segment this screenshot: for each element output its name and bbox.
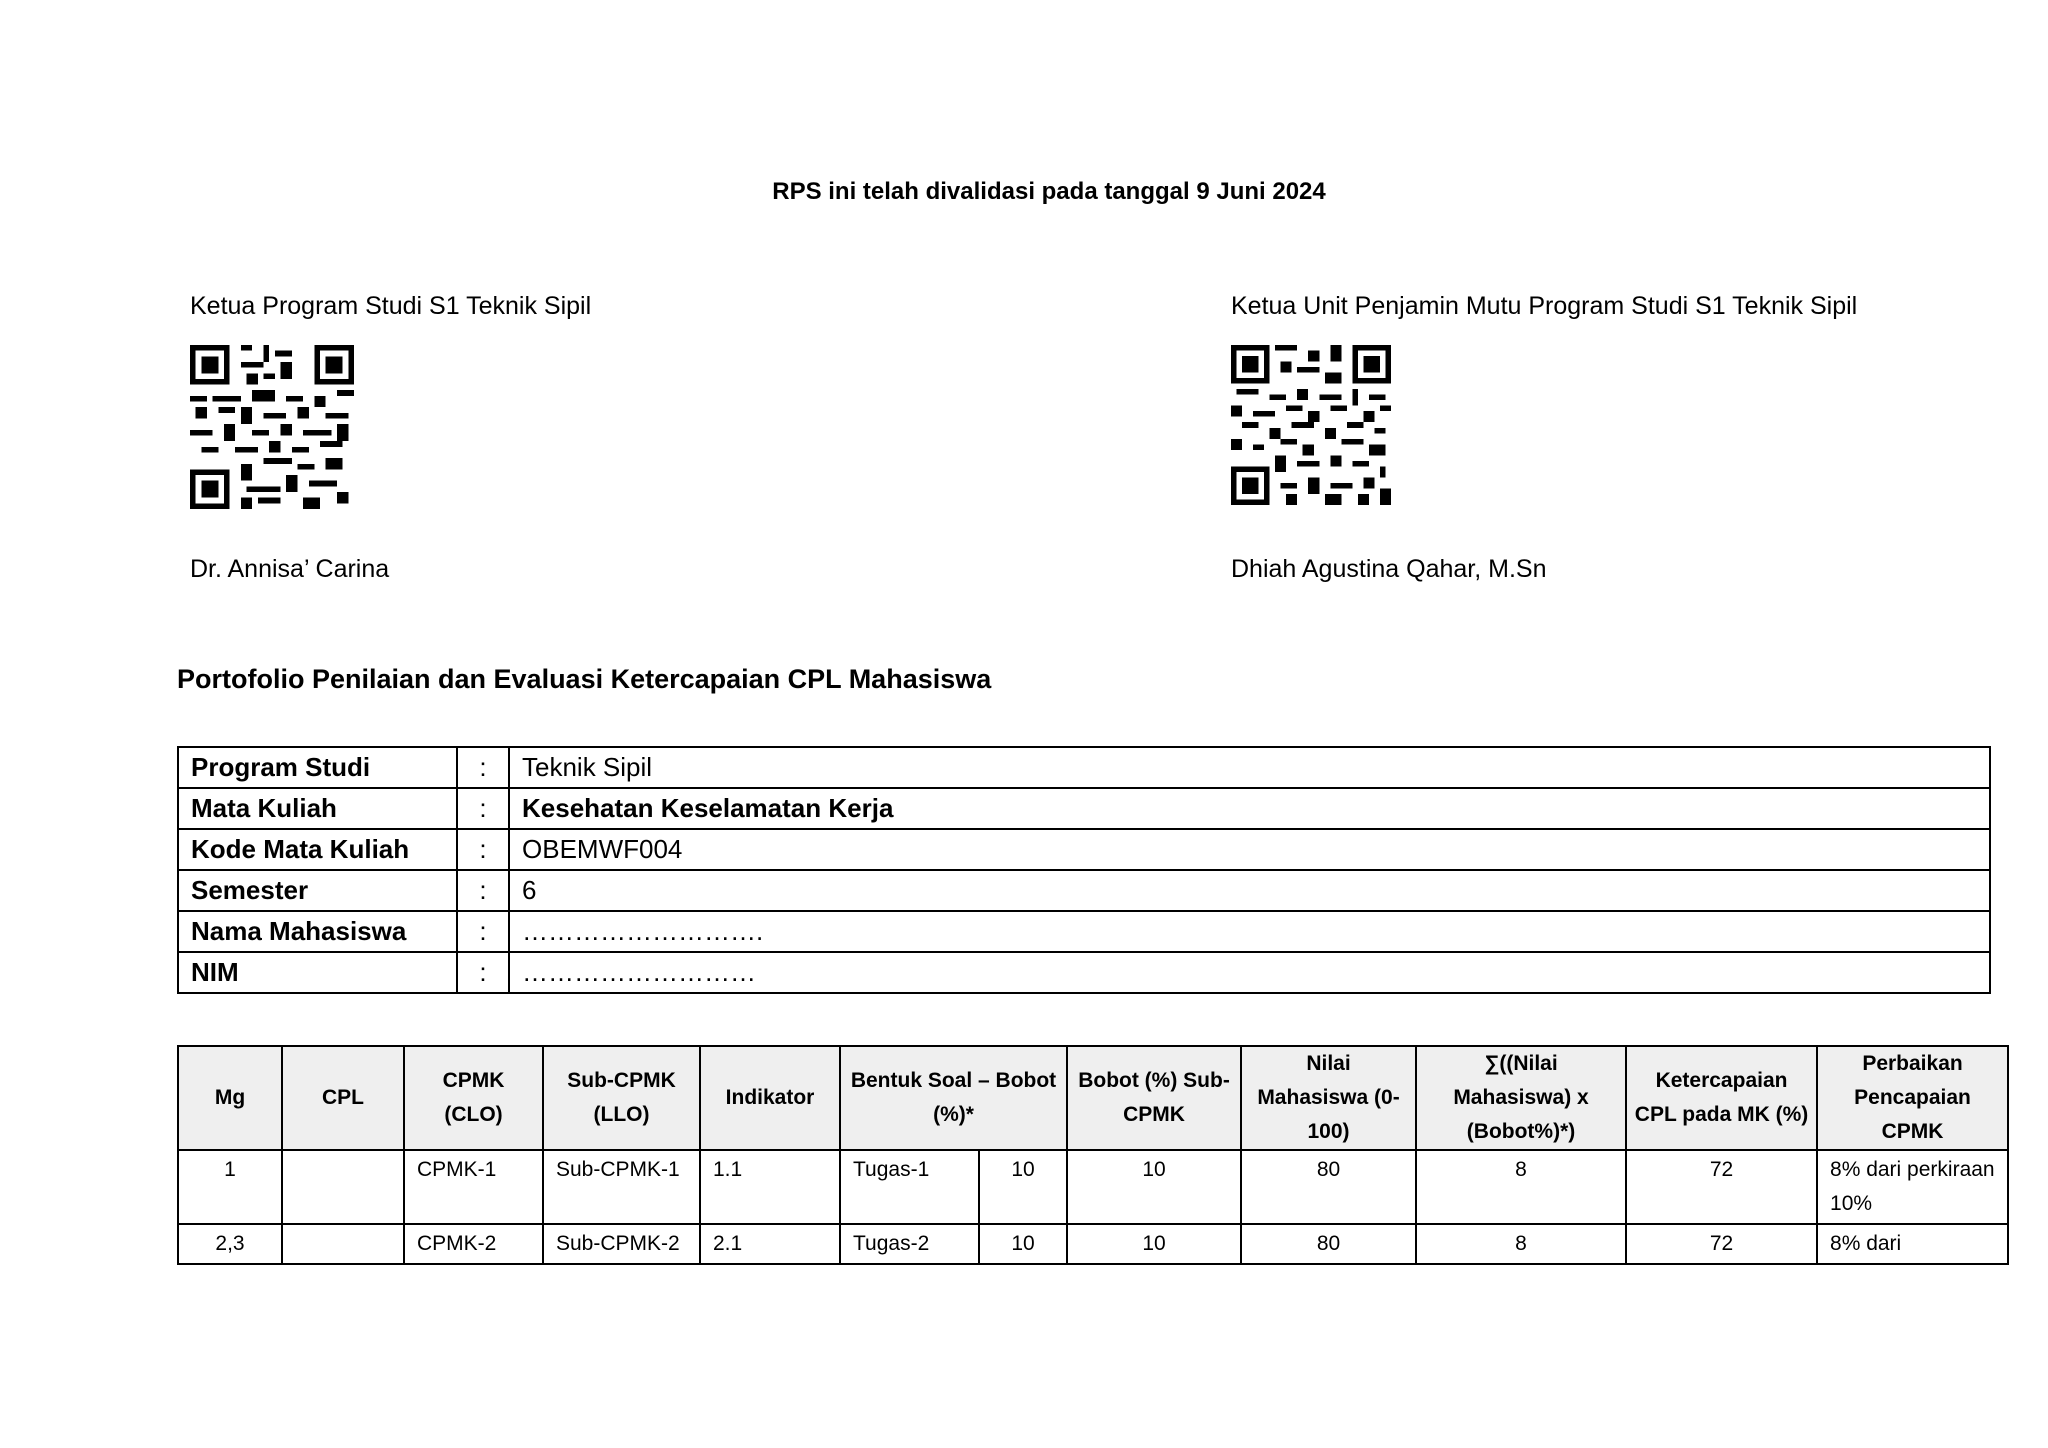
info-row-nim [178, 952, 1990, 993]
cell-mg: 2,3 [178, 1224, 282, 1264]
info-label: NIM [178, 952, 457, 993]
info-label: Mata Kuliah [178, 788, 457, 829]
cell-perbaikan: 8% dari perkiraan 10% [1817, 1150, 2008, 1224]
course-info-table [177, 746, 1991, 994]
table-row [178, 1224, 2008, 1264]
cell-bobot: 10 [1067, 1150, 1241, 1224]
header-indikator: Indikator [700, 1046, 840, 1150]
info-value: Kesehatan Keselamatan Kerja [509, 788, 1990, 829]
evaluation-table [177, 1045, 2009, 1265]
info-row-mata-kuliah [178, 788, 1990, 829]
evaluation-header-row [178, 1046, 2008, 1150]
left-qr-code [190, 345, 354, 509]
info-colon: : [457, 788, 509, 829]
cell-sum: 8 [1416, 1150, 1626, 1224]
info-value: OBEMWF004 [509, 829, 1990, 870]
info-label: Semester [178, 870, 457, 911]
header-mg: Mg [178, 1046, 282, 1150]
cell-cpmk: CPMK-1 [404, 1150, 543, 1224]
header-nilai-mahasiswa: Nilai Mahasiswa (0-100) [1241, 1046, 1416, 1150]
info-label: Program Studi [178, 747, 457, 788]
cell-sub-cpmk: Sub-CPMK-2 [543, 1224, 700, 1264]
cell-indikator: 1.1 [700, 1150, 840, 1224]
info-value: 6 [509, 870, 1990, 911]
info-colon: : [457, 870, 509, 911]
info-row-kode-mata-kuliah [178, 829, 1990, 870]
info-colon: : [457, 911, 509, 952]
table-row [178, 1150, 2008, 1224]
header-bobot-sub-cpmk: Bobot (%) Sub-CPMK [1067, 1046, 1241, 1150]
right-signatory-title: Ketua Unit Penjamin Mutu Program Studi S1 Teknik Sipil [1231, 292, 1858, 320]
cell-bentuk-soal-bobot: 10 [979, 1224, 1067, 1264]
info-colon: : [457, 829, 509, 870]
header-cpmk: CPMK (CLO) [404, 1046, 543, 1150]
header-perbaikan-cpmk: Perbaikan Pencapaian CPMK [1817, 1046, 2008, 1150]
cell-cpl [282, 1150, 404, 1224]
validation-statement: RPS ini telah divalidasi pada tanggal 9 Juni 2024 [772, 178, 1326, 205]
left-signatory-name: Dr. Annisa’ Carina [190, 555, 390, 583]
right-qr-code [1231, 345, 1391, 505]
cell-bobot: 10 [1067, 1224, 1241, 1264]
left-signatory-title: Ketua Program Studi S1 Teknik Sipil [190, 292, 592, 320]
info-value: ……………………… [509, 952, 1990, 993]
cell-bentuk-soal-bobot: 10 [979, 1150, 1067, 1224]
cell-cpmk: CPMK-2 [404, 1224, 543, 1264]
header-bentuk-soal: Bentuk Soal – Bobot (%)* [840, 1046, 1067, 1150]
info-label: Nama Mahasiswa [178, 911, 457, 952]
section-title: Portofolio Penilaian dan Evaluasi Ketercapaian CPL Mahasiswa [177, 664, 992, 694]
cell-ketercapaian: 72 [1626, 1224, 1817, 1264]
info-row-semester [178, 870, 1990, 911]
info-value: Teknik Sipil [509, 747, 1990, 788]
cell-bentuk-soal: Tugas-2 [840, 1224, 979, 1264]
cell-perbaikan: 8% dari [1817, 1224, 2008, 1264]
cell-indikator: 2.1 [700, 1224, 840, 1264]
info-row-program-studi [178, 747, 1990, 788]
header-sub-cpmk: Sub-CPMK (LLO) [543, 1046, 700, 1150]
cell-nilai: 80 [1241, 1224, 1416, 1264]
header-cpl: CPL [282, 1046, 404, 1150]
cell-sum: 8 [1416, 1224, 1626, 1264]
info-value: ………………………. [509, 911, 1990, 952]
info-label: Kode Mata Kuliah [178, 829, 457, 870]
info-colon: : [457, 747, 509, 788]
right-signatory-name: Dhiah Agustina Qahar, M.Sn [1231, 555, 1547, 583]
cell-mg: 1 [178, 1150, 282, 1224]
info-row-nama-mahasiswa [178, 911, 1990, 952]
info-colon: : [457, 952, 509, 993]
cell-nilai: 80 [1241, 1150, 1416, 1224]
cell-ketercapaian: 72 [1626, 1150, 1817, 1224]
cell-sub-cpmk: Sub-CPMK-1 [543, 1150, 700, 1224]
cell-cpl [282, 1224, 404, 1264]
header-sum-nilai-bobot: ∑((Nilai Mahasiswa) x (Bobot%)*) [1416, 1046, 1626, 1150]
cell-bentuk-soal: Tugas-1 [840, 1150, 979, 1224]
header-ketercapaian-cpl: Ketercapaian CPL pada MK (%) [1626, 1046, 1817, 1150]
